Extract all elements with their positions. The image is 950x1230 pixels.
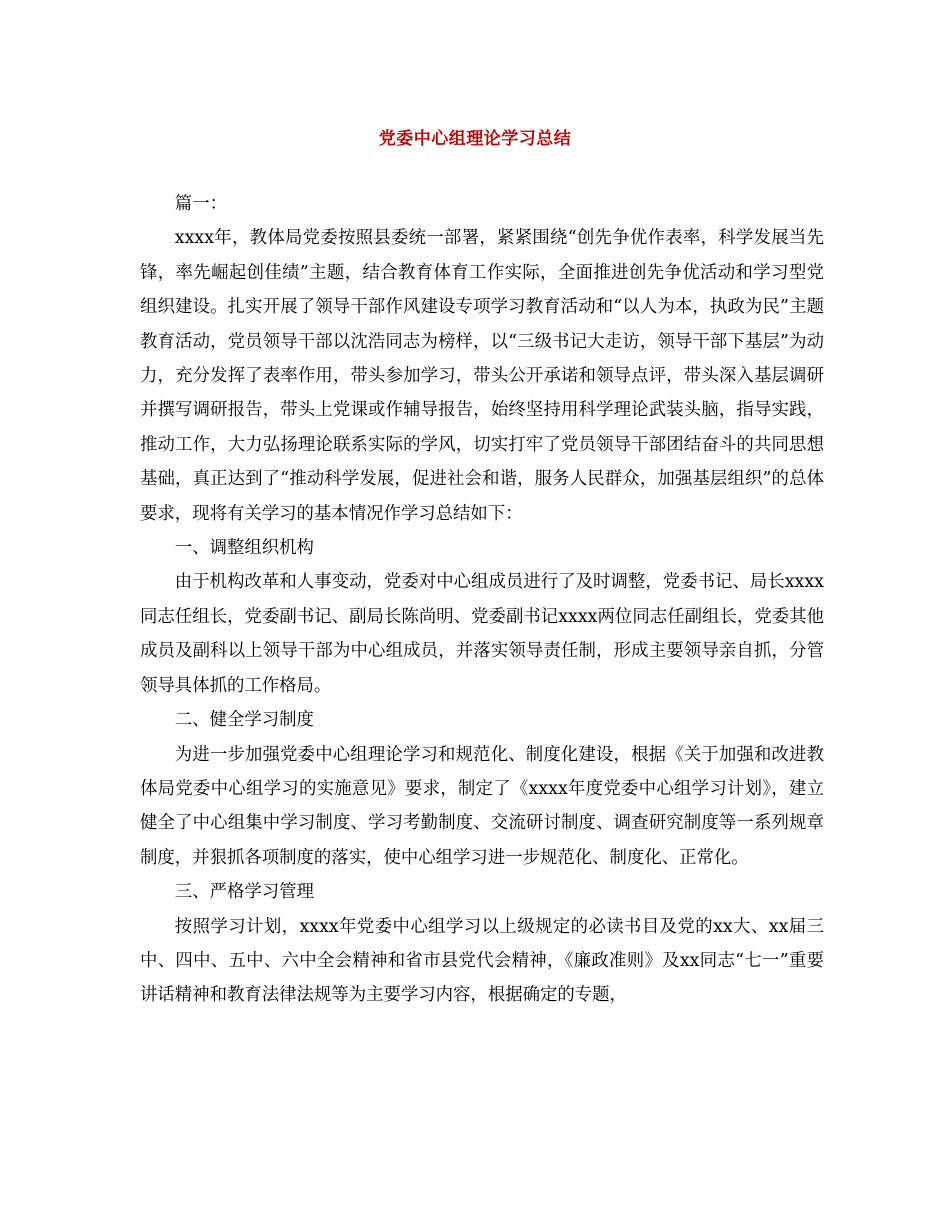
heading-strict-study-management: 三、严格学习管理	[174, 882, 314, 903]
document-body	[140, 187, 824, 1013]
paragraph-strict-study-management: 按照学习计划，xxxx年党委中心组学习以上级规定的必读书目及党的xx大、xx届三中、四中、五中、六中全会精神和省市县党代会精神，《廉政准则》及xx同志“七一”重要讲话精神和教育法律法规等为主要学习内容，根据确定的专题，	[140, 916, 824, 1006]
intro-paragraph: xxxx年，教体局党委按照县委统一部署，紧紧围绕“创先争优作表率，科学发展当先锋，率先崛起创佳绩”主题，结合教育体育工作实际，全面推进创先争优活动和学习型党组织建设。扎实开展了领导干部作风建设专项学习教育活动和“以人为本，执政为民”主题教育活动，党员领导干部以沈浩同志为榜样，以“三级书记大走访，领导干部下基层”为动力，充分发挥了表率作用，带头参加学习，带头公开承诺和领导点评，带头深入基层调研并撰写调研报告，带头上党课或作辅导报告，始终坚持用科学理论武装头脑，指导实践，推动工作，大力弘扬理论联系实际的学风，切实打牢了党员领导干部团结奋斗的共同思想基础，真正达到了“推动科学发展，促进社会和谐，服务人民群众，加强基层组织”的总体要求，现将有关学习的基本情况作学习总结如下：	[140, 228, 824, 524]
heading-adjust-organization: 一、调整组织机构	[174, 538, 314, 559]
heading-improve-study-system: 二、健全学习制度	[174, 710, 314, 731]
document-title: 党委中心组理论学习总结	[378, 129, 572, 149]
section-label-part-one: 篇一：	[174, 194, 227, 214]
paragraph-adjust-organization: 由于机构改革和人事变动，党委对中心组成员进行了及时调整，党委书记、局长xxxx同志任组长，党委副书记、副局长陈尚明、党委副书记xxxx两位同志任副组长，党委其他成员及副科以上领导干部为中心组成员，并落实领导责任制，形成主要领导亲自抓，分管领导具体抓的工作格局。	[140, 572, 824, 696]
paragraph-improve-study-system: 为进一步加强党委中心组理论学习和规范化、制度化建设，根据《关于加强和改进教体局党委中心组学习的实施意见》要求，制定了《xxxx年度党委中心组学习计划》，建立健全了中心组集中学习制度、学习考勤制度、交流研讨制度、调查研究制度等一系列规章制度，并狠抓各项制度的落实，使中心组学习进一步规范化、制度化、正常化。	[140, 744, 824, 868]
